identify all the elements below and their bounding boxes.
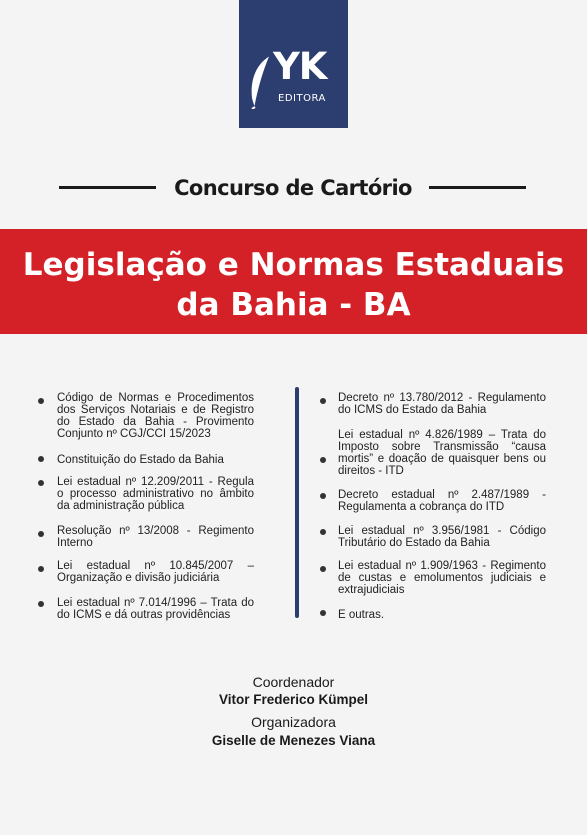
bullet [38, 601, 44, 607]
bullet [320, 566, 326, 572]
bullet [320, 493, 326, 499]
book-title-line-1: Legislação e Normas Estaduais [22, 247, 565, 283]
bullet [320, 610, 326, 616]
publisher-logo [239, 0, 348, 128]
column-divider [295, 387, 299, 618]
topic-item: Lei estadual nº 1.909/1963 - Regimento de custas e emolumentos judiciais e extrajudiciais [338, 560, 546, 596]
topic-item: Decreto estadual nº 2.487/1989 - Regulamenta a cobrança do ITD [338, 489, 546, 513]
topic-item: Lei estadual nº 10.845/2007 – Organização e divisão judiciária [57, 560, 254, 584]
bullet [320, 398, 326, 404]
topic-item: Código de Normas e Procedimentos dos Serviços Notariais e de Registro do Estado da Bahia - Provimento Conjunto nº CGJ/CCI 15/2023 [57, 392, 254, 440]
feather-icon [246, 54, 276, 109]
organizer-label: Organizadora [251, 714, 336, 730]
organizer-name: Giselle de Menezes Viana [211, 733, 376, 748]
coordinator-label: Coordenador [252, 674, 335, 690]
logo-mark: YK [273, 45, 327, 88]
topic-item: Lei estadual nº 12.209/2011 - Regula o processo administrativo no âmbito da administração pública [57, 476, 254, 512]
title-rule-right [429, 186, 526, 189]
topic-item: Resolução nº 13/2008 - Regimento Interno [57, 525, 254, 549]
topic-item: Decreto nº 13.780/2012 - Regulamento do ICMS do Estado da Bahia [338, 392, 546, 416]
bullet [38, 531, 44, 537]
bullet [320, 529, 326, 535]
bullet [38, 398, 44, 404]
bullet [320, 457, 326, 463]
logo-subtitle: EDITORA [278, 93, 326, 104]
exam-title: Concurso de Cartório [174, 176, 412, 200]
bullet [38, 456, 44, 462]
topic-item: E outras. [338, 609, 385, 621]
bullet [38, 480, 44, 486]
topic-item: Constituição do Estado da Bahia [57, 454, 224, 466]
book-title-line-2: da Bahia - BA [176, 287, 411, 323]
coordinator-name: Vitor Frederico Kümpel [218, 692, 369, 707]
topic-item: Lei estadual nº 7.014/1996 – Trata do do ICMS e dá outras providências [57, 597, 254, 621]
title-rule-left [59, 186, 156, 189]
bullet [38, 566, 44, 572]
topic-item: Lei estadual nº 3.956/1981 - Código Tributário do Estado da Bahia [338, 525, 546, 549]
topic-item: Lei estadual nº 4.826/1989 – Trata do Imposto sobre Transmissão “causa mortis” e doação de quaisquer bens ou direitos - ITD [338, 429, 546, 477]
